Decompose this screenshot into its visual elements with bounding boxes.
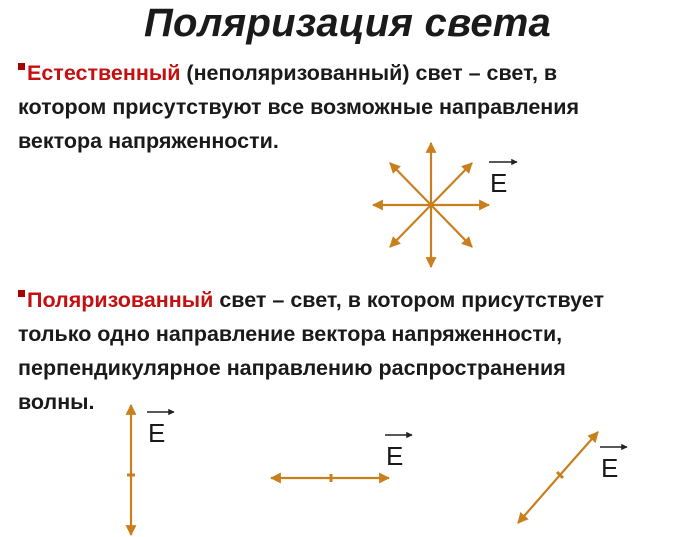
vector-arrow-down-left <box>518 475 560 523</box>
vector-e-label: E <box>386 441 404 471</box>
polarized-line-3: перпендикулярное направлению распространения <box>18 356 566 380</box>
polarized-line-2: только одно направление вектора напряженности, <box>18 322 563 346</box>
vector-arrow-down-right <box>431 205 472 247</box>
polarized-horizontal-diagram <box>271 474 389 482</box>
polarized-vertical-diagram <box>127 405 135 535</box>
page-title: Поляризация света <box>144 1 551 45</box>
polarized-term: Поляризованный <box>27 288 214 312</box>
polarized-line-4: волны. <box>18 390 95 414</box>
vector-arrow-up-right <box>560 432 598 475</box>
vector-arrow-up-right <box>431 163 472 205</box>
natural-line-2: котором присутствуют все возможные направления <box>18 95 580 119</box>
natural-line-3: вектора напряженности. <box>18 129 279 153</box>
vector-e-label: E <box>148 418 166 448</box>
vector-arrow-up-left <box>390 163 431 205</box>
origin-point <box>429 203 434 208</box>
vector-e-label: E <box>490 168 508 198</box>
polarized-diagonal-diagram <box>518 432 598 523</box>
natural-term: Естественный <box>27 61 181 85</box>
vector-arrow-down-left <box>390 205 431 247</box>
natural-light-star-diagram <box>373 143 489 267</box>
vector-e-label: E <box>601 453 619 483</box>
polarized-line-1-text: свет – свет, в котором присутствует <box>213 288 605 312</box>
natural-line-1-text: (неполяризованный) свет – свет, в <box>180 61 558 85</box>
